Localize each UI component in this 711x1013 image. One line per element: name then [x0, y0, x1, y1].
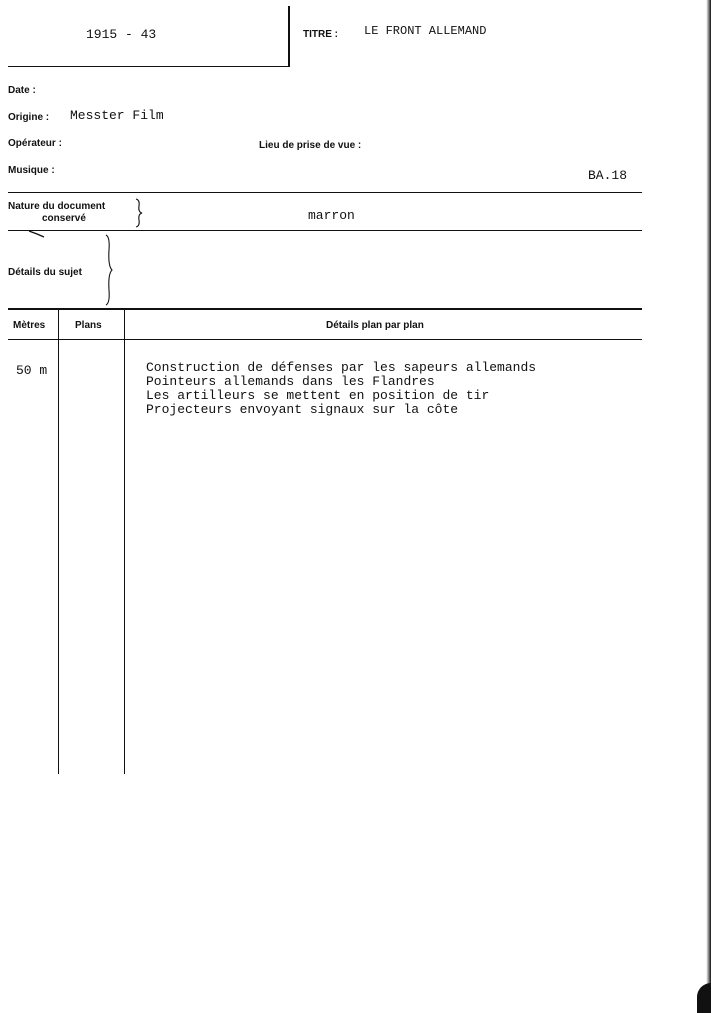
- table-top-rule: [8, 308, 642, 310]
- table-header-rule: [8, 339, 642, 340]
- musique-label: Musique :: [8, 165, 55, 176]
- scan-corner-shadow: [697, 983, 711, 1013]
- nature-label-line2: conservé: [42, 213, 86, 224]
- detail-line: Construction de défenses par les sapeurs allemands: [146, 360, 537, 375]
- date-label: Date :: [8, 85, 36, 96]
- nature-value: marron: [308, 208, 355, 223]
- origine-label: Origine :: [8, 112, 50, 123]
- detail-line: Pointeurs allemands dans les Flandres: [146, 374, 435, 389]
- table-col-divider-2: [124, 309, 125, 774]
- operateur-label: Opérateur :: [8, 138, 62, 149]
- header-box-divider: [288, 6, 290, 67]
- nature-brace: [134, 198, 144, 228]
- col-header-details: Détails plan par plan: [326, 320, 424, 331]
- reference-code: BA.18: [588, 168, 628, 183]
- nature-bottom-rule: [8, 230, 642, 231]
- header-box-bottom-rule: [8, 66, 290, 67]
- detail-line: Les artilleurs se mettent en position de tir: [146, 388, 490, 403]
- nature-top-rule: [8, 192, 642, 193]
- nature-mark: [28, 228, 48, 240]
- detail-line: Projecteurs envoyant signaux sur la côte: [146, 402, 459, 417]
- details-sujet-label: Détails du sujet: [8, 267, 82, 278]
- details-sujet-brace: [104, 234, 114, 306]
- col-header-metres: Mètres: [13, 320, 46, 331]
- year-range: 1915 - 43: [86, 27, 157, 42]
- title-label: TITRE :: [303, 29, 338, 40]
- origine-value: Messter Film: [70, 108, 164, 123]
- lieu-label: Lieu de prise de vue :: [259, 140, 362, 151]
- scan-edge-shadow: [703, 0, 711, 1013]
- table-col-divider-1: [58, 309, 59, 774]
- title-value: LE FRONT ALLEMAND: [364, 24, 487, 38]
- col-header-plans: Plans: [75, 320, 102, 331]
- metres-value: 50 m: [16, 363, 48, 378]
- nature-label-line1: Nature du document: [8, 201, 106, 212]
